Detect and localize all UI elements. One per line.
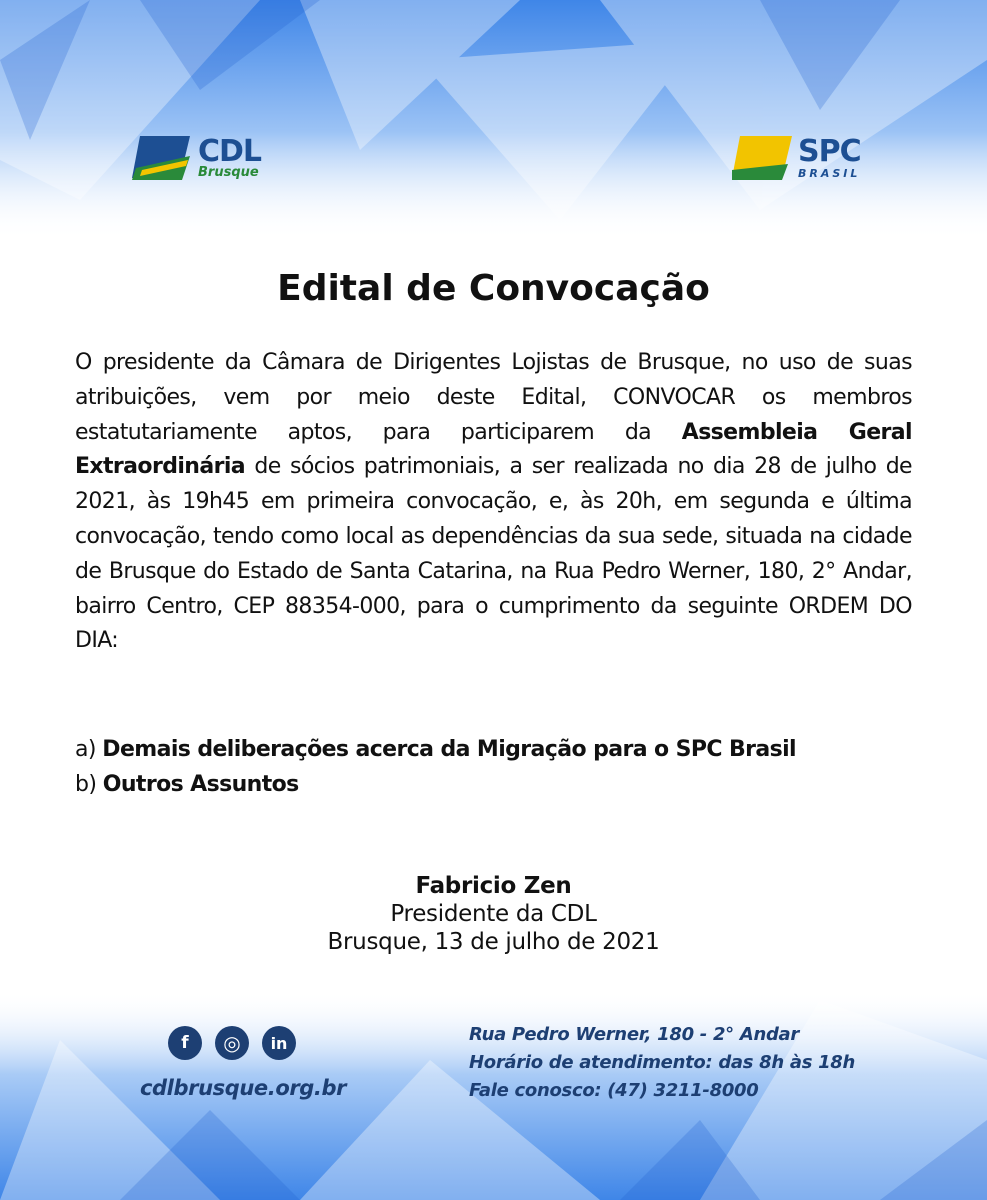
spc-logo-subtext: BRASIL: [798, 166, 861, 180]
agenda-item: [75, 732, 796, 767]
agenda-item-prefix: b): [75, 772, 97, 797]
paragraph-text-part-2: de sócios patrimoniais, a ser realizada no dia 28 de julho de 2021, às 19h45 em primeira convocação, e, às 20h, em segunda e última convocação, tendo como local as dependências da sua sede, situada na cidade de Brusque do Estado de Santa Catarina, na Rua Pedro Werner, 180, 2° Andar, bairro Centro, CEP 88354-000, para o cumprimento da seguinte ORDEM DO DIA:: [75, 454, 912, 654]
convocation-paragraph: [75, 346, 912, 659]
place-date: Brusque, 13 de julho de 2021: [327, 929, 660, 955]
linkedin-icon[interactable]: in: [262, 1026, 296, 1060]
signature-block: [0, 872, 987, 956]
agenda-item-text: Outros Assuntos: [102, 772, 299, 797]
agenda-item-prefix: a): [75, 737, 96, 762]
cdl-logo: [132, 134, 261, 182]
spc-logo-text: SPC: [798, 133, 861, 169]
agenda-list: [75, 732, 796, 802]
cdl-logo-subtext: Brusque: [198, 164, 259, 180]
instagram-icon[interactable]: ◎: [215, 1026, 249, 1060]
hours-text: Horário de atendimento: das 8h às 18h: [469, 1052, 856, 1073]
page-title: Edital de Convocação: [277, 268, 710, 309]
facebook-icon[interactable]: f: [168, 1026, 202, 1060]
signer-name: Fabricio Zen: [415, 873, 572, 899]
social-links: [168, 1026, 296, 1060]
paragraph-bold-text: Assembleia Geral Extraordinária: [75, 419, 912, 480]
phone-text: Fale conosco: (47) 3211-8000: [469, 1080, 759, 1101]
cdl-logo-text: CDL: [198, 133, 262, 169]
contact-info: [469, 1021, 855, 1105]
agenda-item-text: Demais deliberações acerca da Migração para o SPC Brasil: [102, 737, 797, 762]
address-text: Rua Pedro Werner, 180 - 2° Andar: [469, 1024, 799, 1045]
spc-logo: [732, 134, 861, 182]
agenda-item: [75, 767, 796, 802]
paragraph-text-part-1: O presidente da Câmara de Dirigentes Lojistas de Brusque, no uso de suas atribuições, vem por meio deste Edital, CONVOCAR os membros estatutariamente aptos, para participarem da: [75, 350, 912, 445]
website-link[interactable]: cdlbrusque.org.br: [140, 1076, 347, 1100]
signer-role: Presidente da CDL: [390, 901, 597, 927]
